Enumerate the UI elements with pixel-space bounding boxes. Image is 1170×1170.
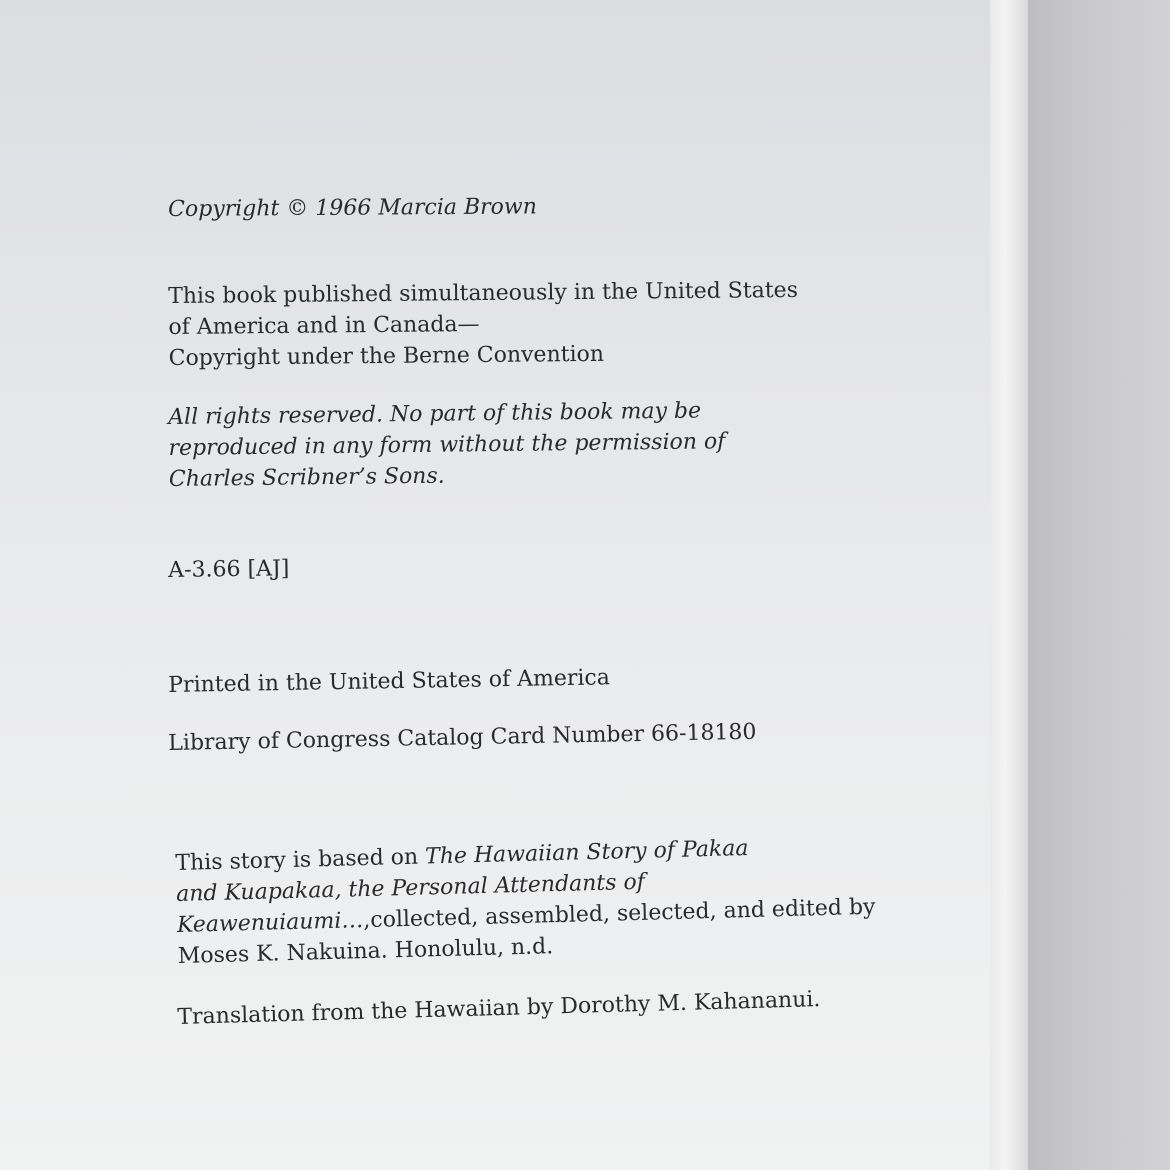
source-prefix: This story is based on xyxy=(175,844,426,876)
copyright-notice xyxy=(168,191,537,225)
printing-code-text: A-3.66 [AJ] xyxy=(168,556,290,583)
printing-code xyxy=(168,553,290,586)
translation-credit xyxy=(177,984,821,1033)
source-title: The Hawaiian Story of Pakaa xyxy=(424,835,749,870)
publication-line: This book published simultaneously in the United States xyxy=(168,277,799,309)
lccn-text: Library of Congress Catalog Card Number 66-18180 xyxy=(168,719,757,756)
source-title: Keawenuiaumi… xyxy=(176,908,364,938)
source-line: Moses K. Nakuina. Honolulu, n.d. xyxy=(177,934,554,969)
background-surface xyxy=(1028,0,1170,1170)
rights-line: Charles Scribner’s Sons. xyxy=(168,463,445,492)
rights-line: All rights reserved. No part of this book may be xyxy=(168,398,702,430)
source-description: ,collected, assembled, selected, and edited by xyxy=(363,894,876,934)
publication-statement xyxy=(168,275,799,374)
rights-reserved-statement xyxy=(168,395,726,495)
page-edge xyxy=(990,0,1028,1170)
publication-line: of America and in Canada— xyxy=(168,312,480,340)
translation-text: Translation from the Hawaiian by Dorothy M. Kahananui. xyxy=(177,987,821,1030)
publication-line: Copyright under the Berne Convention xyxy=(168,341,605,371)
printed-in-text: Printed in the United States of America xyxy=(168,665,611,698)
source-credit xyxy=(175,830,877,972)
copyright-line: Copyright © 1966 Marcia Brown xyxy=(168,194,537,222)
library-of-congress-number xyxy=(168,717,757,759)
rights-line: reproduced in any form without the permission of xyxy=(168,429,726,461)
source-line: and Kuapakaa, the Personal Attendants of xyxy=(175,869,646,907)
printed-in-statement xyxy=(168,662,610,701)
